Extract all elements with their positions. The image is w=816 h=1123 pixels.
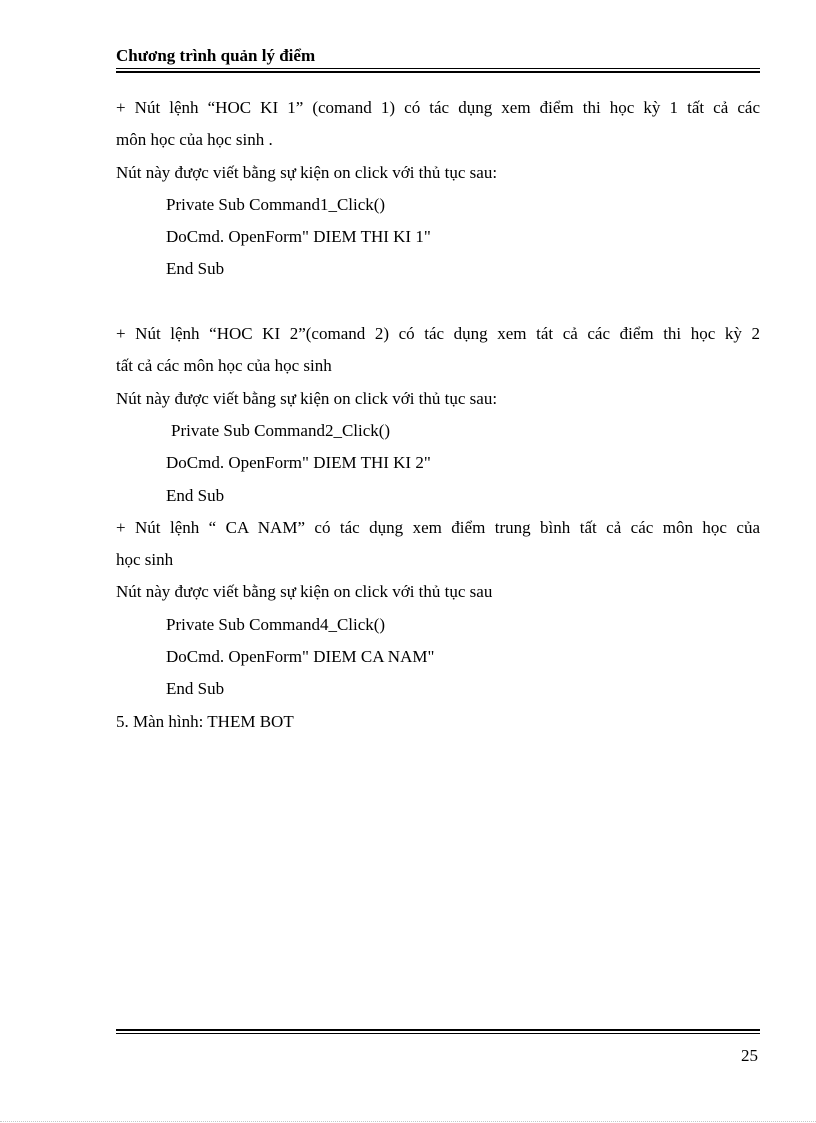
code-line: DoCmd. OpenForm" DIEM CA NAM" xyxy=(166,647,435,667)
paragraph-line: Nút này được viết bằng sự kiện on click với thủ tục sau: xyxy=(116,388,498,408)
code-line: DoCmd. OpenForm" DIEM THI KI 1" xyxy=(166,227,431,247)
code-line: Private Sub Command4_Click() xyxy=(166,614,386,634)
page-edge-divider xyxy=(0,1121,816,1122)
code-line: Private Sub Command1_Click() xyxy=(166,194,386,214)
paragraph-line: học sinh xyxy=(116,550,174,570)
paragraph-line: tất cả các môn học của học sinh xyxy=(116,356,332,376)
running-header-title: Chương trình quản lý điểm xyxy=(116,46,316,65)
header-rule-thick xyxy=(116,71,760,73)
paragraph-line: môn học của học sinh . xyxy=(116,130,273,150)
code-line: Private Sub Command2_Click() xyxy=(171,420,391,440)
paragraph-line: + Nút lệnh “HOC KI 1” (comand 1) có tác dụng xem điểm thi học kỳ 1 tất cả các xyxy=(116,98,760,117)
code-line: DoCmd. OpenForm" DIEM THI KI 2" xyxy=(166,453,431,473)
code-line: End Sub xyxy=(166,485,225,505)
paragraph-line: Nút này được viết bằng sự kiện on click với thủ tục sau: xyxy=(116,162,498,182)
page-number: 25 xyxy=(741,1046,758,1065)
document-body xyxy=(116,92,760,738)
code-line: End Sub xyxy=(166,259,225,279)
footer-rule-thick xyxy=(116,1029,760,1031)
code-line: End Sub xyxy=(166,679,225,699)
paragraph-line: + Nút lệnh “ CA NAM” có tác dụng xem điểm trung bình tất cả các môn học của xyxy=(116,517,760,537)
paragraph-line: Nút này được viết bằng sự kiện on click với thủ tục sau xyxy=(116,582,493,602)
footer-rule-thin xyxy=(116,1033,760,1034)
paragraph-line: + Nút lệnh “HOC KI 2”(comand 2) có tác dụng xem tát cả các điểm thi học kỳ 2 xyxy=(116,324,760,344)
blank-line xyxy=(116,286,760,318)
header-rule-thin xyxy=(116,68,760,69)
section-heading: 5. Màn hình: THEM BOT xyxy=(116,711,294,731)
